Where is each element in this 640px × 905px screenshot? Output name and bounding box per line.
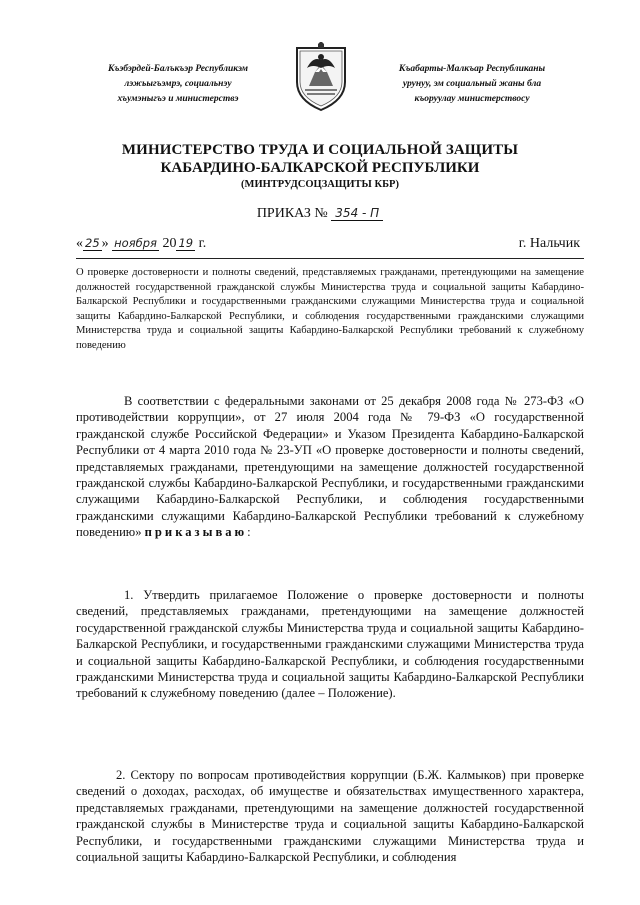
preamble-end: : (247, 525, 251, 540)
clause-2-paragraph: 2. Сектору по вопросам противодействия коррупции (Б.Ж. Калмыков) при проверке сведений о доходах, расходах, об имуществе и обязательствах имущественного характера, представляемых гражданами, претендующими на замещение должностей государственной гражданской службы в Министерстве труда и социальной защиты Кабардино-Балкарской Республики, и государственными гражданскими служащими Министерства труда и социальной защиты Кабардино-Балкарской Республики, и соблюдения (76, 768, 584, 865)
clause-1-paragraph: 1. Утвердить прилагаемое Положение о проверке достоверности и полноты сведений, представляемых гражданами, претендующими на замещение должностей государственной гражданской службы Министерства труда и социальной защиты Кабардино-Балкарской Республики, и государственными гражданскими служащими Министерства труда и социальной защиты Кабардино-Балкарской Республики, и соблюдения государственными гражданскими Министерства труда и социальной защиты Кабардино-Балкарской Республики требований к служебному поведению (далее – Положение). (76, 588, 584, 701)
preamble-text: В соответствии с федеральными законами от 25 декабря 2008 года № 273-ФЗ «О противодействии коррупции», от 27 июля 2004 года № 79-ФЗ «О государственной гражданской службе Российской Федерации» и Указом Президента Кабардино-Балкарской Республики от 4 марта 2010 года № 23-УП «О проверке достоверности и полноты сведений, представляемых гражданами, претендующими на замещение должностей государственной гражданской службы Кабардино-Балкарской Республики, и государственными гражданскими служащими Кабардино-Балкарской Республики, и соблюдения государственными гражданскими служащими Кабардино-Балкарской Республики требований к служебному поведению» (76, 394, 584, 540)
date-month: ноября (114, 236, 157, 250)
city: г. Нальчик (518, 236, 580, 251)
header-right-line: къоруулау министерствосу (414, 94, 530, 104)
date-day: 25 (85, 236, 100, 250)
header-right-balkar (372, 62, 572, 107)
order-date (76, 236, 206, 252)
order-label: ПРИКАЗ № (256, 206, 328, 221)
order-subject: О проверке достоверности и полноты сведений, представляемых гражданами, претендующими на замещение должностей государственной гражданской службы Министерства труда и социальной защиты Кабардино-Балкарской Республики и государственными гражданскими служащими Министерства труда и социальной защиты Кабардино-Балкарской Республики, и соблюдения государственными гражданскими служащими Министерства труда и социальной защиты Кабардино-Балкарской Республики требований к служебному поведению (76, 267, 584, 351)
coat-of-arms-emblem (289, 42, 353, 112)
order-line (0, 206, 640, 222)
preamble-paragraph (76, 393, 584, 541)
header-left-line: лэжьыгъэмрэ, социальнэу (124, 79, 232, 89)
ministry-title: МИНИСТЕРСТВО ТРУДА И СОЦИАЛЬНОЙ ЗАЩИТЫ (121, 142, 519, 158)
date-year-prefix: 20 (162, 236, 177, 251)
header-left-line: Къэбэрдей-Балъкъэр Республикэм (107, 64, 249, 74)
header-right-line: Къабарты-Малкъар Республиканы (398, 64, 546, 74)
republic-title: КАБАРДИНО-БАЛКАРСКОЙ РЕСПУБЛИКИ (160, 160, 480, 176)
header-right-line: урунуу, эм социальный жаны бла (402, 79, 542, 89)
order-number: 354 - П (331, 206, 383, 221)
header-left-kabardian (78, 62, 278, 107)
divider-line (76, 258, 584, 259)
order-command: приказываю (144, 525, 248, 540)
ministry-abbreviation: (МИНТРУДСОЦЗАЩИТЫ КБР) (241, 179, 399, 190)
header-left-line: хъумэныгъэ и министерствэ (117, 94, 239, 104)
date-year-mark: г. (198, 236, 207, 251)
date-year-suffix: 19 (178, 236, 194, 250)
date-close-quote: » (101, 236, 109, 251)
date-open-quote: « (76, 236, 83, 251)
